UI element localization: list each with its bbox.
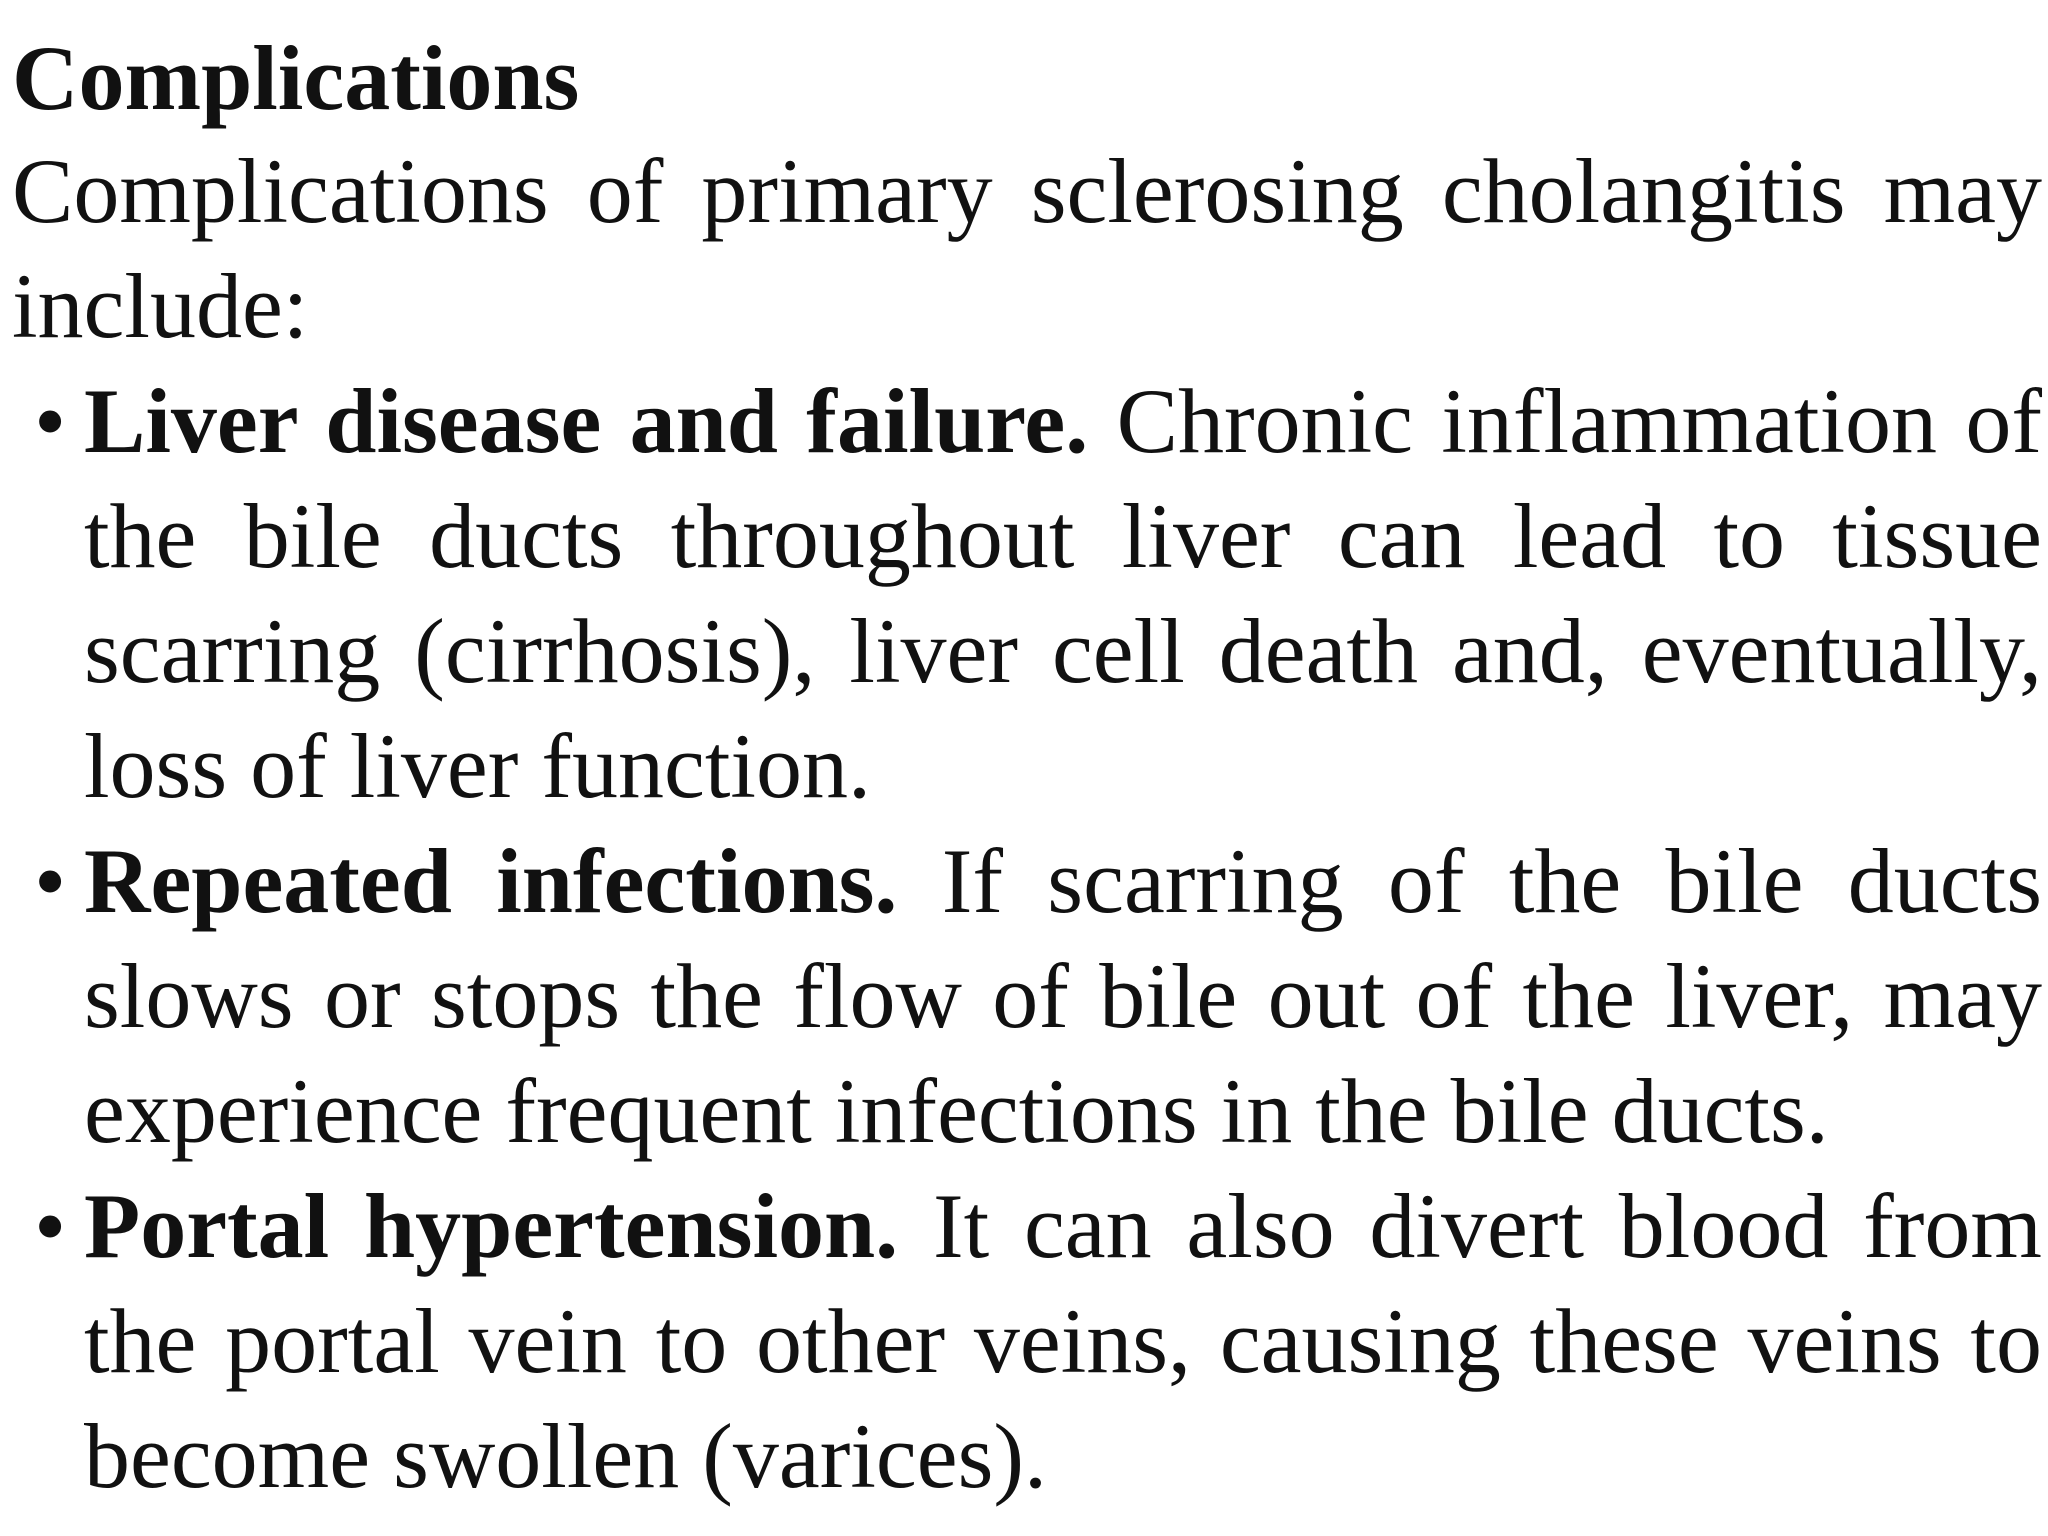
bullet-icon: • (34, 370, 67, 472)
item-term: Liver disease and failure. (84, 370, 1089, 472)
item-term: Portal hypertension. (84, 1175, 899, 1277)
item-text: Chronic inflammation of the bile ducts throughout liver can lead to tissue scarring (cirrhosis), liver cell death and, eventually, loss of liver function. (84, 370, 2042, 817)
list-item-repeated-infections (12, 824, 2042, 1169)
item-text: If scarring of the bile ducts slows or stops the flow of bile out of the liver, may experience frequent infections in the bile ducts. (84, 830, 2043, 1162)
item-term: Repeated infections. (84, 830, 898, 932)
intro-paragraph: Complications of primary sclerosing cholangitis may include: (12, 140, 2042, 357)
bullet-icon: • (34, 830, 67, 932)
section-heading: Complications (12, 27, 580, 129)
complications-list (12, 364, 2042, 1514)
item-text: It can also divert blood from the portal vein to other veins, causing these veins to become swollen (varices). (84, 1175, 2042, 1507)
list-item-liver-disease (12, 364, 2042, 824)
list-item-portal-hypertension (12, 1169, 2042, 1514)
bullet-icon: • (34, 1175, 67, 1277)
